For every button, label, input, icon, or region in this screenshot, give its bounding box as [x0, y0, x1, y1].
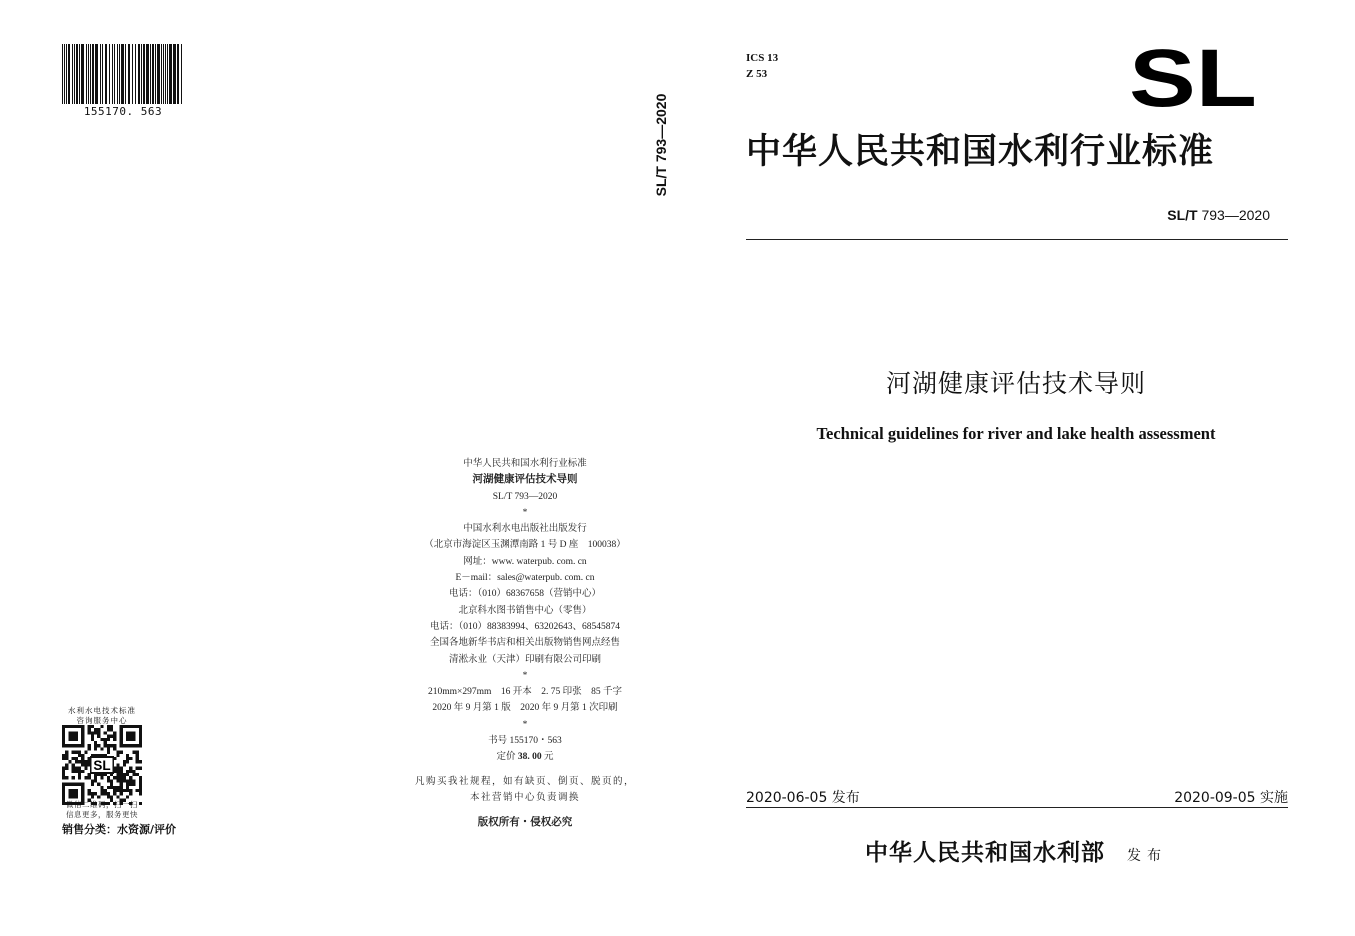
colophon-phone: 电话：（010）68367658（营销中心） [448, 589, 601, 600]
qr-center-logo: SL [93, 757, 111, 773]
colophon-title: 河湖健康评估技术导则 [472, 474, 578, 486]
title-english: Technical guidelines for river and lake health assessment [816, 424, 1216, 443]
colophon-book-number: 书号 155170・563 [488, 736, 562, 747]
colophon-retail-phone: 电话：（010）88383994、63202643、68545874 [429, 621, 620, 632]
colophon-distribution: 全国各地新华书店和相关出版物销售网点经售 [429, 638, 620, 649]
colophon-separator: * [522, 719, 528, 730]
qr-caption-top [56, 706, 148, 725]
title-chinese: 河湖健康评估技术导则 [885, 369, 1146, 398]
price-unit: 元 [544, 752, 554, 763]
qr-caption-bottom [56, 800, 148, 819]
spine-standard-code [649, 90, 673, 200]
standard-number [1100, 207, 1270, 223]
publish-verb: 发布 [1127, 848, 1167, 864]
colophon-separator: * [522, 507, 528, 518]
colophon-notice: 凡购买我社规程，如有缺页、倒页、脱页的， [414, 776, 635, 787]
colophon-address: （北京市海淀区玉渊潭南路 1 号 D 座 100038） [424, 540, 626, 551]
sl-logo-text: SL [1129, 46, 1257, 108]
colophon-separator: * [522, 670, 528, 681]
top-rule [746, 239, 1288, 240]
colophon-copyright: 版权所有・侵权必究 [477, 816, 573, 829]
colophon-price [300, 749, 750, 765]
qr-caption-line: 信息更多，服务更快 [66, 809, 138, 819]
barcode-number: 155170. 563 [83, 105, 163, 118]
colophon-edition: 2020 年 9 月第 1 版 2020 年 9 月第 1 次印刷 [432, 703, 618, 714]
colophon [300, 456, 750, 831]
class-code: Z 53 [746, 68, 768, 80]
colophon-website: 网址：www. waterpub. com. cn [463, 556, 587, 567]
classification-codes [746, 50, 778, 82]
colophon-notice: 本社营销中心负责调换 [469, 792, 580, 803]
colophon-format: 210mm×297mm 16 开本 2. 75 印张 85 千字 [427, 687, 623, 698]
sl-logo [1128, 46, 1258, 108]
publisher-line [746, 834, 1286, 867]
issue-date: 2020-06-05 发布 [746, 790, 860, 806]
colophon-email: E－mail：sales@waterpub. com. cn [455, 573, 595, 584]
colophon-category: 中华人民共和国水利行业标准 [463, 459, 587, 469]
qr-caption-line: 微信二维码，扫一扫 [66, 800, 138, 809]
publisher-name: 中华人民共和国水利部 [865, 839, 1105, 866]
spine-standard-code-text: SL/T 793—2020 [653, 93, 669, 197]
price-value: 38. 00 [517, 752, 542, 763]
qr-code [62, 725, 142, 805]
colophon-publisher: 中国水利水电出版社出版发行 [463, 524, 587, 535]
ics-code: ICS 13 [746, 52, 779, 64]
colophon-code: SL/T 793—2020 [492, 491, 558, 502]
standard-category: 中华人民共和国水利行业标准 [746, 131, 1215, 172]
colophon-printer: 清淞永业（天津）印刷有限公司印刷 [448, 654, 601, 665]
price-label: 定价 [496, 752, 516, 763]
qr-caption-line: 咨询服务中心 [76, 715, 128, 725]
barcode [62, 44, 184, 104]
bottom-rule [746, 807, 1288, 808]
sales-category: 销售分类：水资源/评价 [62, 823, 177, 836]
implementation-date: 2020-09-05 实施 [1174, 790, 1288, 806]
colophon-retail: 北京科水图书销售中心（零售） [458, 605, 592, 616]
qr-caption-line: 水利水电技术标准 [68, 706, 136, 715]
standard-prefix: SL/T [1167, 207, 1198, 223]
standard-code: 793—2020 [1201, 207, 1270, 223]
